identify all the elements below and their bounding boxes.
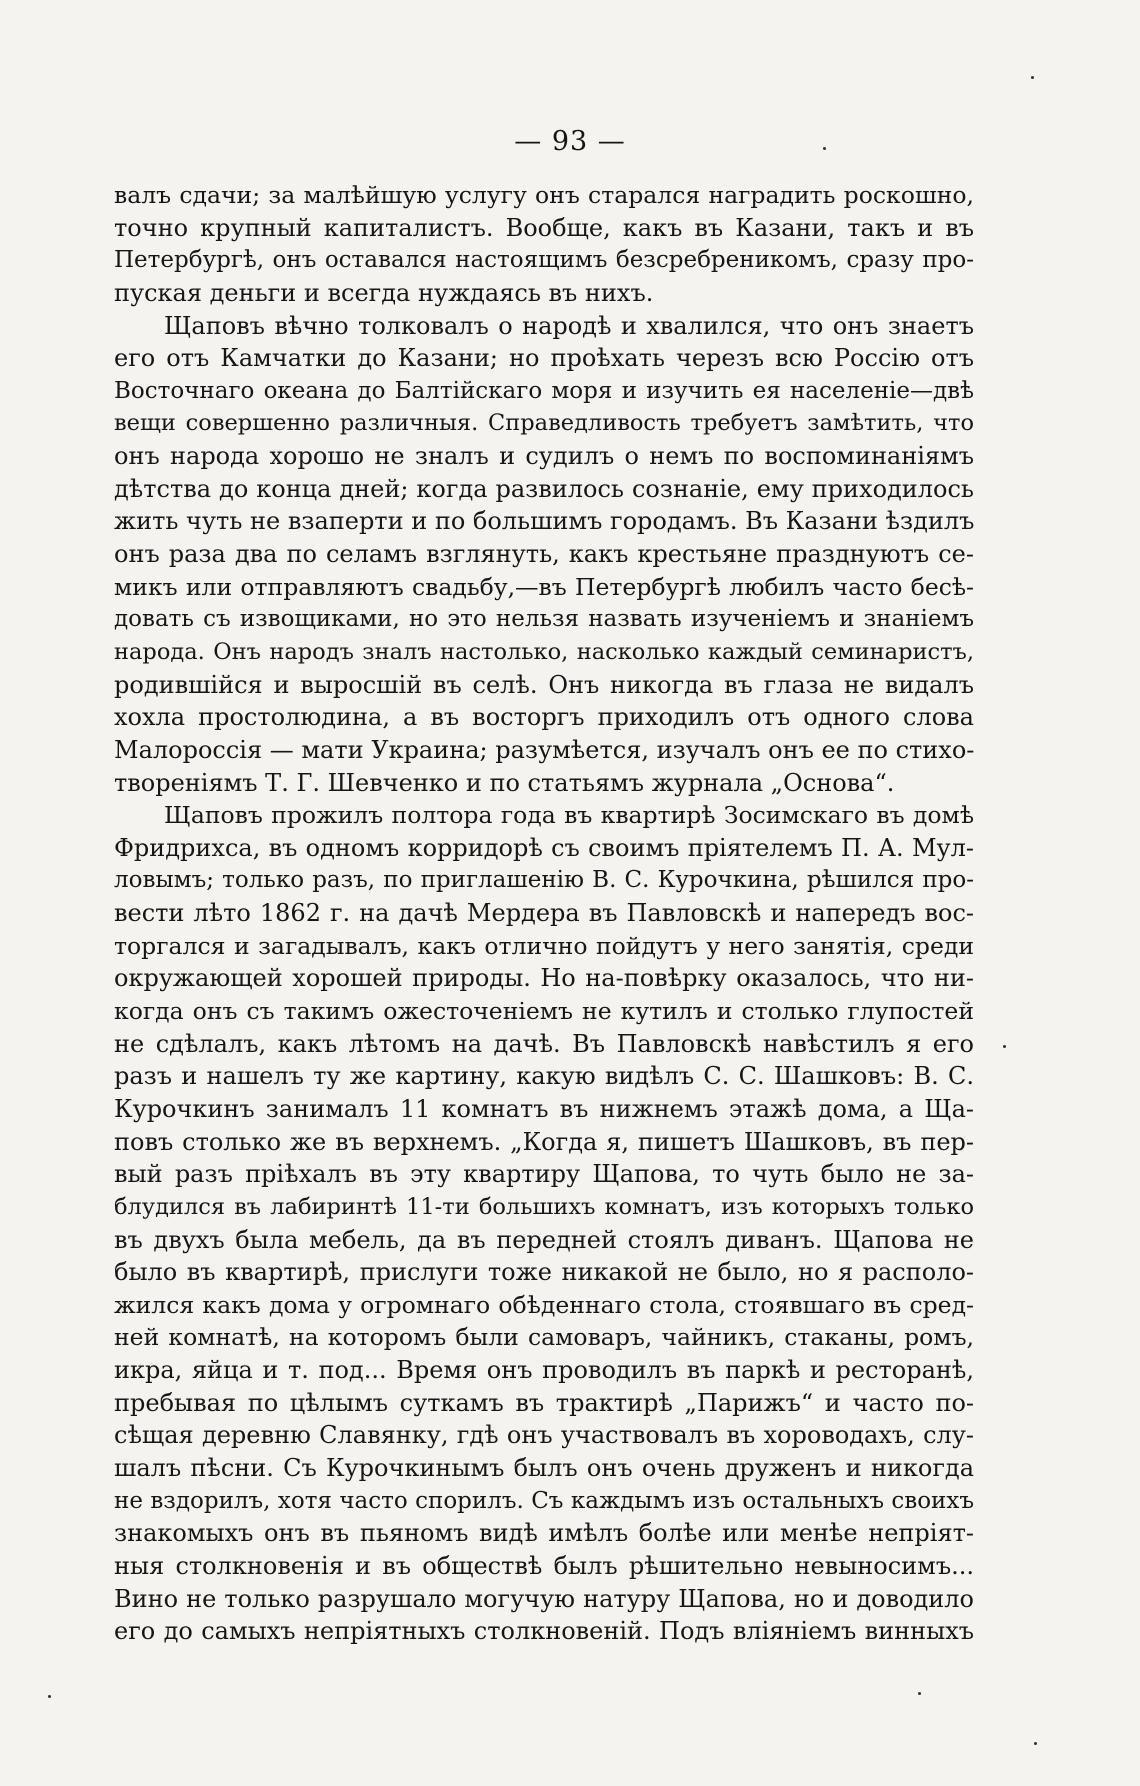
text-line: вещи совершенно различныя. Справедливость требуетъ замѣтить, что [114, 410, 974, 437]
text-line: родившійся и выросшій въ селѣ. Онъ никогда въ глаза не видалъ [114, 670, 974, 699]
body-text [114, 179, 974, 1648]
scan-speck [1031, 76, 1034, 79]
scan-speck [48, 1695, 51, 1698]
text-line: валъ сдачи; за малѣйшую услугу онъ старался наградить роскошно, [114, 181, 974, 209]
text-line: не вздорилъ, хотя часто спорилъ. Съ каждымъ изъ остальныхъ своихъ [114, 1487, 974, 1514]
text-line: шалъ пѣсни. Съ Курочкинымъ былъ онъ очень друженъ и никогда [114, 1453, 974, 1482]
text-line: Петербургѣ, онъ оставался настоящимъ безсребреникомъ, сразу про- [114, 247, 974, 274]
text-line: Малороссія — мати Украина; разумѣется, изучалъ онъ ее по стихо- [114, 735, 975, 764]
text-line: въ двухъ была мебель, да въ передней стоялъ диванъ. Щапова не [114, 1225, 974, 1254]
page-number: — 93 — [514, 126, 626, 157]
text-line: сѣщая деревню Славянку, гдѣ онъ участвовалъ въ хороводахъ, слу- [114, 1421, 974, 1450]
scan-speck [823, 147, 826, 150]
text-line: ней комнатѣ, на которомъ были самоваръ, чайникъ, стаканы, ромъ, [114, 1323, 974, 1352]
scan-speck [918, 1692, 921, 1695]
text-line: твореніямъ Т. Г. Шевченко и по статьямъ журнала „Основа“. [114, 768, 895, 797]
text-line: Щаповъ прожилъ полтора года въ квартирѣ Зосимскаго въ домѣ [164, 801, 974, 830]
text-line: народа. Онъ народъ зналъ настолько, насколько каждый семинаристъ, [114, 638, 974, 665]
text-line: пуская деньги и всегда нуждаясь въ нихъ. [114, 278, 654, 307]
text-line: онъ народа хорошо не зналъ и судилъ о немъ по воспоминаніямъ [114, 442, 974, 471]
text-line: торгался и загадывалъ, какъ отлично пойдутъ у него занятія, среди [114, 931, 974, 960]
text-line: вый разъ пріѣхалъ въ эту квартиру Щапова, то чуть было не за- [114, 1160, 974, 1189]
text-line: пребывая по цѣлымъ суткамъ въ трактирѣ „Парижъ“ и часто по- [114, 1388, 974, 1417]
text-line: разъ и нашелъ ту же картину, какую видѣлъ С. С. Шашковъ: В. С. [114, 1062, 974, 1091]
text-line: онъ раза два по селамъ взглянуть, какъ крестьяне празднуютъ се- [114, 540, 974, 569]
text-line: Вино не только разрушало могучую натуру Щапова, но и доводило [114, 1584, 974, 1613]
text-line: точно крупный капиталистъ. Вообще, какъ въ Казани, такъ и въ [114, 213, 974, 242]
text-line: его до самыхъ непріятныхъ столкновеній. Подъ вліяніемъ винныхъ [114, 1617, 974, 1646]
text-line: икра, яйца и т. под... Время онъ проводилъ въ паркѣ и ресторанѣ, [114, 1356, 974, 1385]
text-line: ныя столкновенія и въ обществѣ былъ рѣшительно невыносимъ... [114, 1551, 974, 1580]
text-line: жить чуть не взаперти и по большимъ городамъ. Въ Казани ѣздилъ [114, 507, 975, 536]
text-line: когда онъ съ такимъ ожесточеніемъ не кутилъ и столько глупостей [114, 997, 974, 1026]
text-line: не сдѣлалъ, какъ лѣтомъ на дачѣ. Въ Павловскѣ навѣстилъ я его [114, 1029, 974, 1058]
text-line: Курочкинъ занималъ 11 комнатъ въ нижнемъ этажѣ дома, а Ща- [114, 1094, 974, 1123]
text-line: Щаповъ вѣчно толковалъ о народѣ и хвалился, что онъ знаетъ [164, 311, 974, 340]
text-line: жился какъ дома у огромнаго обѣденнаго стола, стоявшаго въ сред- [114, 1290, 974, 1319]
text-line: Восточнаго океана до Балтійскаго моря и изучить ея населеніе—двѣ [114, 377, 974, 404]
text-line: окружающей хорошей природы. Но на-повѣрку оказалось, что ни- [114, 964, 974, 993]
text-line: Фридрихса, въ одномъ корридорѣ съ своимъ пріятелемъ П. А. Мул- [114, 833, 974, 862]
text-line: довать съ извощиками, но это нельзя назвать изученіемъ и знаніемъ [114, 606, 974, 633]
scan-speck [1034, 1742, 1037, 1745]
text-line: хохла простолюдина, а въ восторгъ приходилъ отъ одного слова [114, 703, 974, 732]
text-line: его отъ Камчатки до Казани; но проѣхать черезъ всю Россію отъ [114, 344, 974, 373]
text-line: дѣтства до конца дней; когда развилось сознаніе, ему приходилось [114, 474, 974, 503]
text-line: вести лѣто 1862 г. на дачѣ Мердера въ Павловскѣ и напередъ вос- [114, 899, 974, 928]
text-line: было въ квартирѣ, прислуги тоже никакой не было, но я располо- [114, 1258, 974, 1287]
text-line: повъ столько же въ верхнемъ. „Когда я, пишетъ Шашковъ, въ пер- [114, 1127, 974, 1156]
scan-speck [1003, 1045, 1006, 1048]
text-line: ловымъ; только разъ, по приглашенію В. С. Курочкина, рѣшился про- [114, 867, 974, 894]
text-line: знакомыхъ онъ въ пьяномъ видѣ имѣлъ болѣе или менѣе непріят- [114, 1519, 974, 1548]
text-line: блудился въ лабиринтѣ 11-ти большихъ комнатъ, изъ которыхъ только [114, 1193, 974, 1220]
text-line: микъ или отправляютъ свадьбу,—въ Петербургѣ любилъ часто бесѣ- [114, 572, 974, 601]
